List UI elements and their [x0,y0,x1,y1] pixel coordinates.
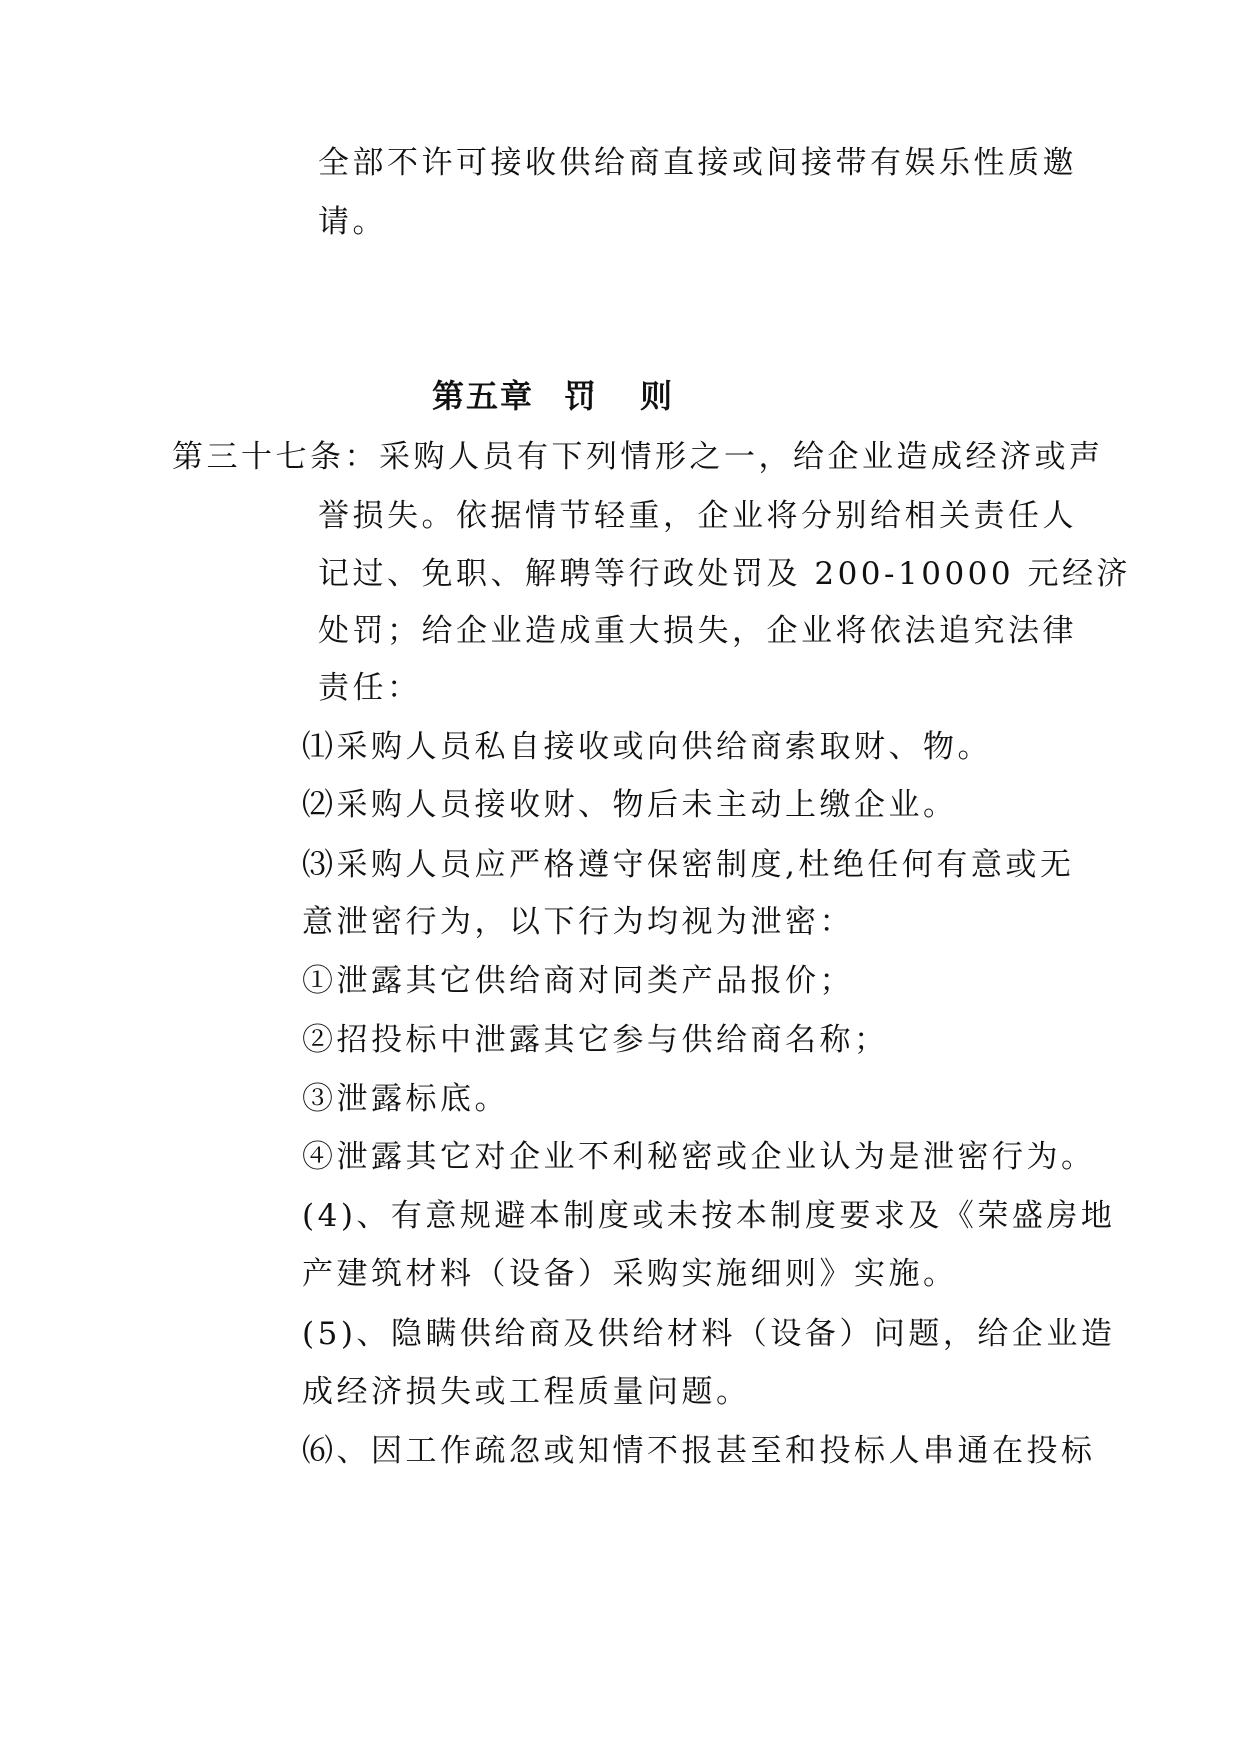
article-line-5: 责任： [318,670,422,706]
item-line: ⑶采购人员应严格遵守保密制度,杜绝任何有意或无 [302,847,1075,883]
article-label: 第三十七条： [172,439,379,475]
item-line: ④泄露其它对企业不利秘密或企业认为是泄密行为。 [302,1139,1096,1175]
intro-line-1: 全部不许可接收供给商直接或间接带有娱乐性质邀 [318,145,1077,181]
item-line: 成经济损失或工程质量问题。 [302,1374,751,1410]
article-line-3: 记过、免职、解聘等行政处罚及 200-10000 元经济 [318,556,1131,592]
item-line: (5)、隐瞒供给商及供给材料（设备）问题，给企业造 [302,1316,1116,1352]
item-line: (4)、有意规避本制度或未按本制度要求及《荣盛房地 [302,1198,1116,1234]
item-line: ⑵采购人员接收财、物后未主动上缴企业。 [302,787,958,823]
chapter-heading [432,376,674,416]
item-line: ⑹、因工作疏忽或知情不报甚至和投标人串通在投标 [302,1433,1096,1469]
item-line: ③泄露标底。 [302,1081,509,1117]
item-line: 产建筑材料（设备）采购实施细则》实施。 [302,1256,958,1292]
item-line: ②招投标中泄露其它参与供给商名称； [302,1022,889,1058]
chapter-number: 第五章 [432,377,535,415]
intro-line-2: 请。 [318,204,387,240]
article-text: 采购人员有下列情形之一，给企业造成经济或声 [379,439,1104,475]
item-line: ⑴采购人员私自接收或向供给商索取财、物。 [302,729,992,765]
chapter-title-part2: 则 [640,377,675,415]
chapter-title-part1: 罚 [564,377,599,415]
article-line-2: 誉损失。依据情节轻重，企业将分别给相关责任人 [318,498,1077,534]
item-line: ①泄露其它供给商对同类产品报价； [302,963,854,999]
article-first-line [172,437,1104,477]
item-line: 意泄密行为，以下行为均视为泄密： [302,904,854,940]
article-line-4: 处罚；给企业造成重大损失，企业将依法追究法律 [318,613,1077,649]
